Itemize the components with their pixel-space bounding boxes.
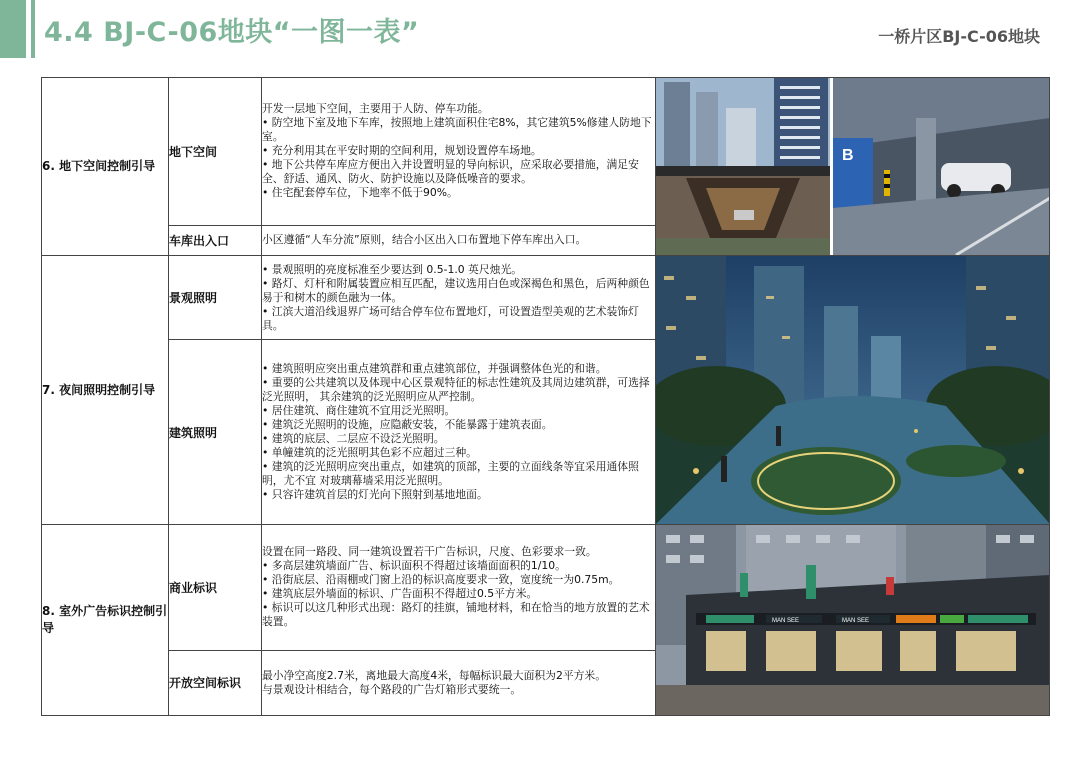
underground-garage-photo [656,78,1050,256]
page-subtitle: 一桥片区BJ-C-06地块 [878,27,1040,46]
content-open-space-signs: 最小净空高度2.7米，离地最大高度4米，每幅标识最大面积为2平方米。 与景观设计相结合，每个路段的广告灯箱形式要统一。 [262,650,656,715]
subcategory-commercial-signs: 商业标识 [169,525,262,651]
subcategory-open-space-signs: 开放空间标识 [169,650,262,715]
subcategory-underground-space: 地下空间 [169,78,262,226]
content-garage-entrance: 小区遵循“人车分流”原则，结合小区出入口布置地下停车库出入口。 [262,225,656,255]
content-building-lighting: • 建筑照明应突出重点建筑群和重点建筑部位，并强调整体色光的和谐。 • 重要的公共建筑以及体现中心区景观特征的标志性建筑及其周边建筑群，可选择泛光照明， 其余建筑的泛光照明应从严控制。 • 居住建筑、商住建筑不宜用泛光照明。 • 建筑泛光照明的设施，应隐蔽安装，不能暴露于建筑表面。 • 建筑的底层、二层应不设泛光照明。 • 单幢建筑的泛光照明其色彩不应超过三种。 • 建筑的泛光照明应突出重点，如建筑的顶部，主要的立面线条等宜采用通体照明，尤不宜 对玻璃幕墙采用泛光照明。 • 只容许建筑首层的灯光向下照射到基地地面。 [262,340,656,525]
category-night-lighting: 7. 夜间照明控制引导 [42,256,169,525]
storefront-sign-1: MAN SEE [772,618,800,624]
subcategory-garage-entrance: 车库出入口 [169,225,262,255]
content-commercial-signs: 设置在同一路段、同一建筑设置若干广告标识，尺度、色彩要求一致。 • 多高层建筑墙面广告、标识面积不得超过该墙面面积的1/10。 • 沿街底层、沿雨棚或门窗上沿的标识高度要求一致，宽度统一为0.75m。 • 建筑底层外墙面的标识、广告面积不得超过0.5平方米。 • 标识可以这几种形式出现：路灯的挂旗，铺地材料，和在恰当的地方放置的艺术装置。 [262,525,656,651]
table-row [42,256,1050,340]
storefront-signage-photo [656,525,1050,716]
control-table [41,77,1050,716]
storefront-sign-2: MAN SEE [842,618,870,624]
content-underground-space: 开发一层地下空间，主要用于人防、停车功能。 • 防空地下室及地下车库，按照地上建筑面积住宅8%，其它建筑5%修建人防地下室。 • 充分利用其在平安时期的空间利用，规划设置停车场地。 • 地下公共停车库应方便出入并设置明显的导向标识，应采取必要措施，满足安全、舒适、通风、防火、防护设施以及降低噪音的要求。 • 住宅配套停车位，下地率不低于90%。 [262,78,656,226]
night-lighting-photo [656,256,1050,525]
page-title: 4.4 BJ-C-06地块“一图一表” [44,17,420,48]
table-row [42,525,1050,651]
category-outdoor-ads: 8. 室外广告标识控制引导 [42,525,169,716]
table-row [42,78,1050,226]
category-underground: 6. 地下空间控制引导 [42,78,169,256]
content-landscape-lighting: • 景观照明的亮度标准至少要达到 0.5-1.0 英尺烛光。 • 路灯、灯杆和附属装置应相互匹配，建议选用白色或深褐色和黑色，后两种颜色易于和树木的颜色融为一体。 • 江滨大道沿线退界广场可结合停车位布置地灯，可设置造型美观的艺术装饰灯具。 [262,256,656,340]
subcategory-landscape-lighting: 景观照明 [169,256,262,340]
subcategory-building-lighting: 建筑照明 [169,340,262,525]
header-accent-bar [0,0,26,58]
header-accent-line [31,0,35,58]
garage-b-sign: B [842,147,854,164]
